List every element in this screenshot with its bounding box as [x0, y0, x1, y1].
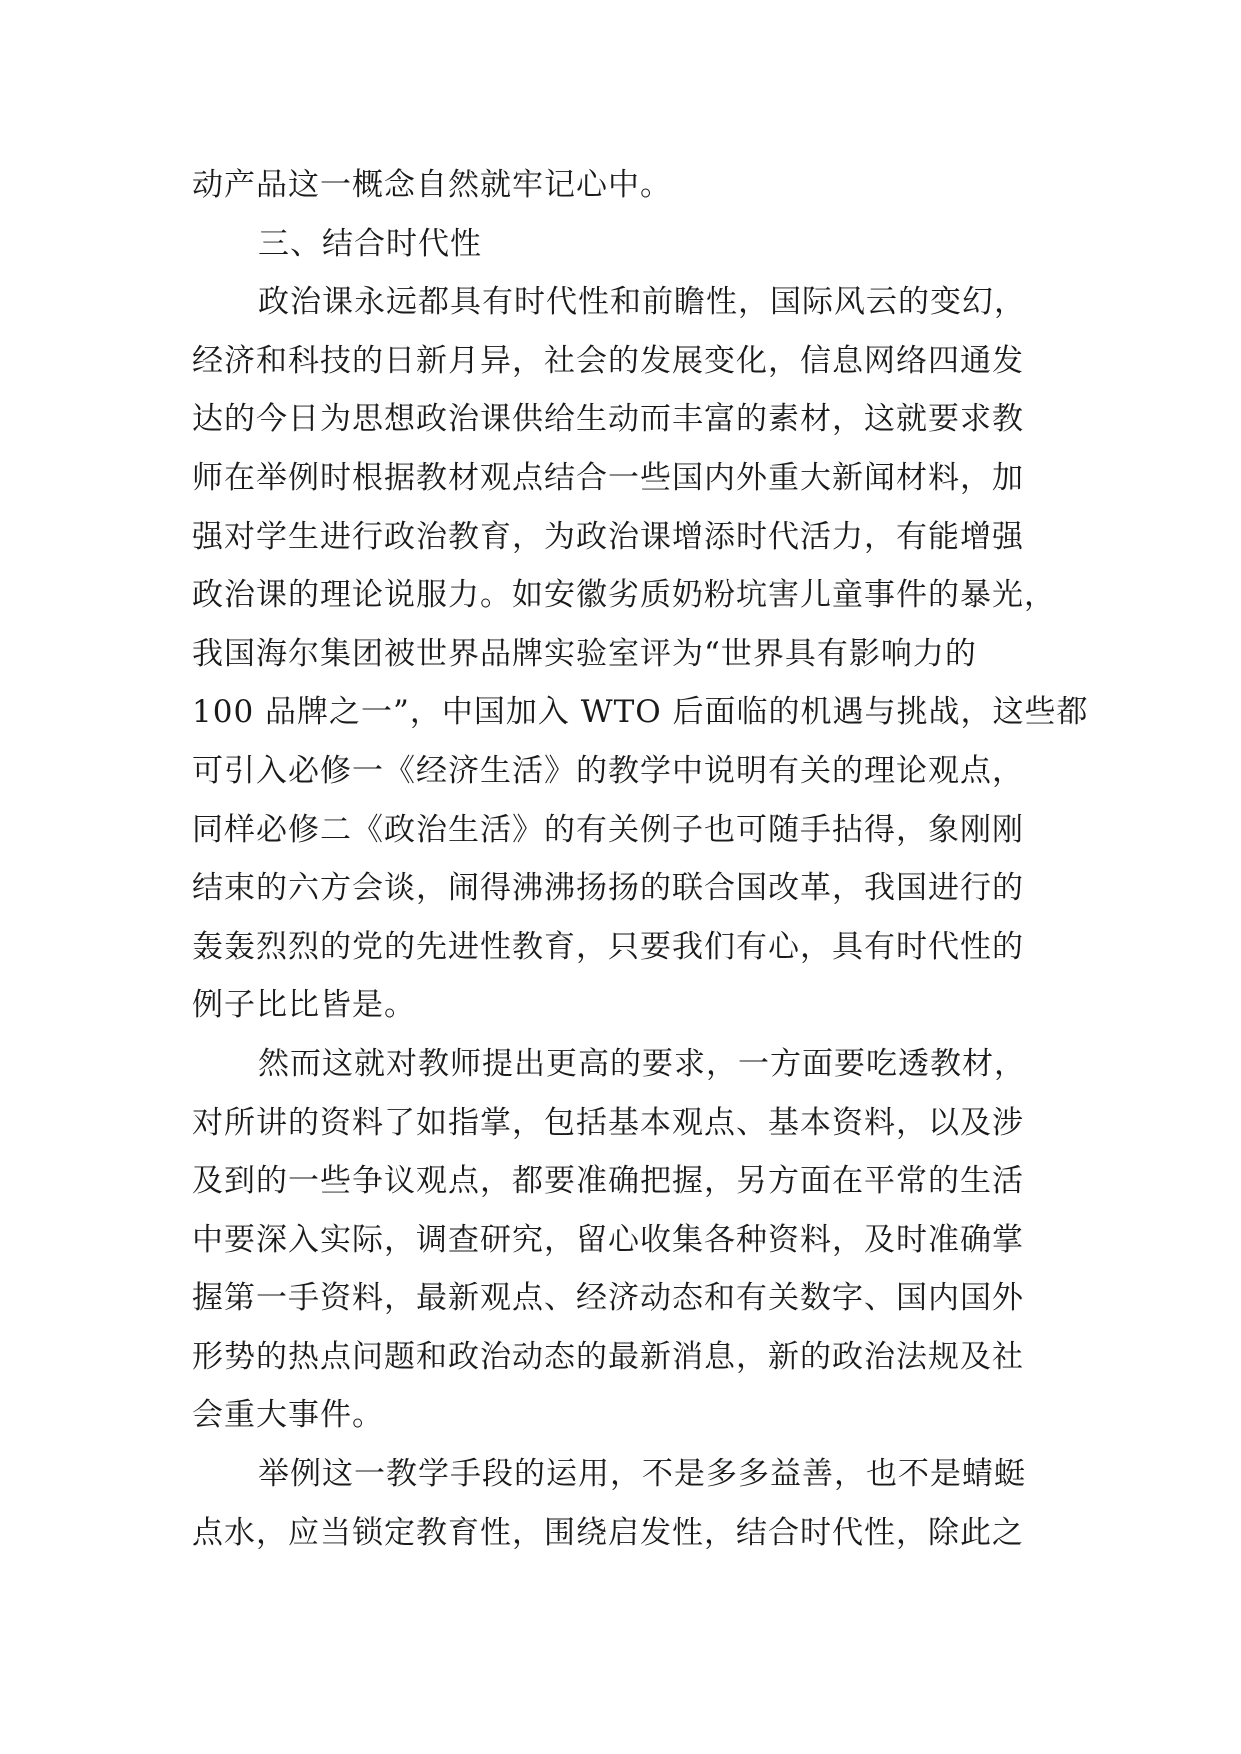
- text-line: 轰轰烈烈的党的先进性教育，只要我们有心，具有时代性的: [192, 928, 1024, 965]
- body-text: [192, 156, 1089, 1562]
- text-line: 点水，应当锁定教育性，围绕启发性，结合时代性，除此之: [192, 1514, 1024, 1551]
- text-line: 然而这就对教师提出更高的要求，一方面要吃透教材，: [258, 1045, 1026, 1082]
- section-heading: 三、结合时代性: [258, 225, 482, 262]
- text-line: 我国海尔集团被世界品牌实验室评为“世界具有影响力的: [192, 635, 977, 672]
- text-line: 经济和科技的日新月异，社会的发展变化，信息网络四通发: [192, 342, 1024, 379]
- text-line: 会重大事件。: [192, 1397, 384, 1434]
- text-line: 结束的六方会谈，闹得沸沸扬扬的联合国改革，我国进行的: [192, 870, 1024, 907]
- text-line: 强对学生进行政治教育，为政治课增添时代活力，有能增强: [192, 518, 1024, 555]
- text-line: 师在举例时根据教材观点结合一些国内外重大新闻材料，加: [192, 459, 1024, 496]
- text-line: 中要深入实际，调查研究，留心收集各种资料，及时准确掌: [192, 1221, 1024, 1258]
- text-line: 及到的一些争议观点，都要准确把握，另方面在平常的生活: [192, 1163, 1024, 1200]
- text-line: 可引入必修一《经济生活》的教学中说明有关的理论观点，: [192, 752, 1024, 789]
- text-line: 举例这一教学手段的运用，不是多多益善，也不是蜻蜓: [258, 1456, 1026, 1493]
- text-line: 政治课的理论说服力。如安徽劣质奶粉坑害儿童事件的暴光，: [192, 577, 1056, 614]
- text-line: 对所讲的资料了如指掌，包括基本观点、基本资料，以及涉: [192, 1104, 1024, 1141]
- text-line: 同样必修二《政治生活》的有关例子也可随手拈得，象刚刚: [192, 811, 1024, 848]
- text-line: 100 品牌之一”，中国加入 WTO 后面临的机遇与挑战，这些都: [192, 694, 1089, 731]
- text-line: 动产品这一概念自然就牢记心中。: [192, 167, 672, 203]
- text-line: 握第一手资料，最新观点、经济动态和有关数字、国内国外: [192, 1280, 1024, 1317]
- text-line: 形势的热点问题和政治动态的最新消息，新的政治法规及社: [192, 1338, 1024, 1375]
- text-line: 例子比比皆是。: [192, 987, 416, 1024]
- text-line: 达的今日为思想政治课供给生动而丰富的素材，这就要求教: [192, 401, 1024, 438]
- text-line: 政治课永远都具有时代性和前瞻性，国际风云的变幻，: [258, 284, 1026, 321]
